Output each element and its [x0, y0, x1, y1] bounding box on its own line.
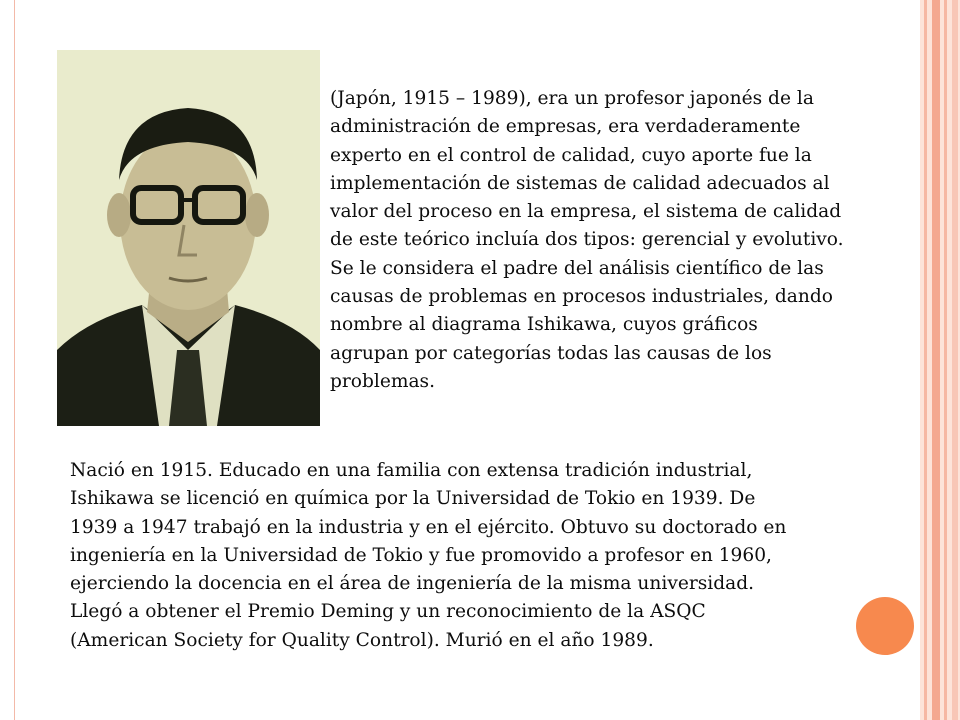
bio-line: causas de problemas en procesos industriales, dando [330, 286, 833, 308]
bio-line: agrupan por categorías todas las causas de los [330, 342, 772, 364]
decor-stripe [932, 0, 940, 720]
bio-line: implementación de sistemas de calidad adecuados al [330, 172, 830, 194]
biography-summary [330, 85, 930, 396]
portrait-illustration [57, 50, 320, 426]
bio-line: problemas. [330, 370, 436, 392]
bio-line: administración de empresas, era verdaderamente [330, 116, 801, 138]
bio-line: Nació en 1915. Educado en una familia con extensa tradición industrial, [70, 460, 753, 481]
bio-line: (Japón, 1915 – 1989), era un profesor japonés de la [330, 88, 814, 109]
slide-left-border [0, 0, 15, 720]
biography-details [70, 457, 900, 655]
decor-stripe [944, 0, 947, 720]
bio-line: valor del proceso en la empresa, el sistema de calidad [330, 201, 842, 223]
bio-line: de este teórico incluía dos tipos: gerencial y evolutivo. [330, 229, 844, 251]
bio-line: nombre al diagrama Ishikawa, cuyos gráficos [330, 314, 758, 336]
bio-line: Ishikawa se licenció en química por la Universidad de Tokio en 1939. De [70, 488, 756, 510]
bio-line: ejerciendo la docencia en el área de ingeniería de la misma universidad. [70, 573, 755, 595]
decor-stripe [952, 0, 958, 720]
portrait-photo [57, 50, 320, 426]
bio-line: experto en el control de calidad, cuyo aporte fue la [330, 144, 812, 166]
bio-line: ingeniería en la Universidad de Tokio y fue promovido a profesor en 1960, [70, 544, 772, 566]
bio-line: Se le considera el padre del análisis científico de las [330, 257, 824, 279]
bio-line: (American Society for Quality Control). Murió en el año 1989. [70, 629, 654, 651]
bio-line: 1939 a 1947 trabajó en la industria y en el ejército. Obtuvo su doctorado en [70, 516, 787, 538]
bio-line: Llegó a obtener el Premio Deming y un reconocimiento de la ASQC [70, 601, 706, 623]
